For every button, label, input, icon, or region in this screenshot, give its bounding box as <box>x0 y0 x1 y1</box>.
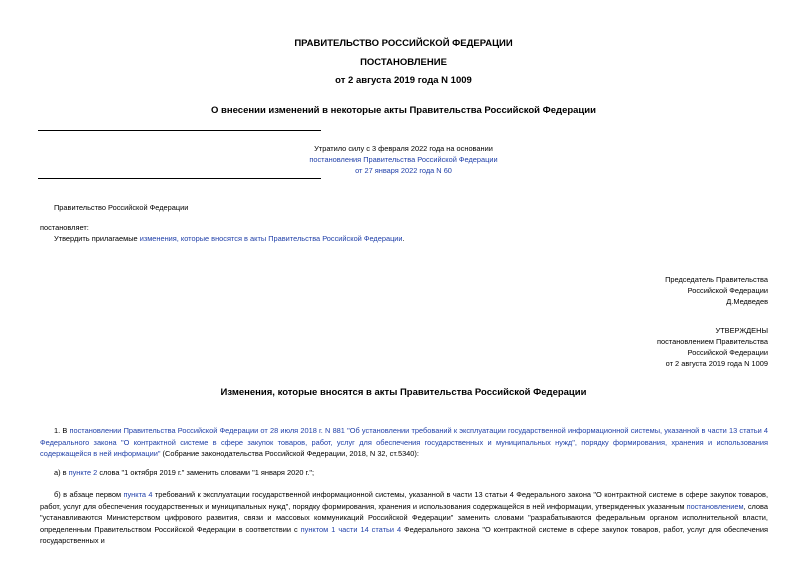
item-b-post: Федерального закона "О контрактной системе в сфере закупок товаров, работ, услуг для обеспечения государственных и <box>40 524 768 545</box>
item-b-clause-link[interactable]: пункта 4 <box>123 490 153 499</box>
document-title: О внесении изменений в некоторые акты Правительства Российской Федерации <box>211 105 596 116</box>
item-b-pre: б) в абзаце первом <box>54 490 124 499</box>
status-note <box>300 143 507 176</box>
signature-name: Д.Медведев <box>726 297 768 306</box>
repeal-act-link[interactable]: постановления Правительства Российской Федерации <box>309 155 498 164</box>
approval-block <box>500 325 768 369</box>
section-title: Изменения, которые вносятся в акты Правительства Российской Федерации <box>220 387 587 398</box>
approve-text-post: . <box>402 234 405 243</box>
item-a-post: слова "1 октября 2019 г." заменить словами "1 января 2020 г."; <box>97 468 315 477</box>
item-1 <box>40 425 768 460</box>
top-divider <box>38 130 321 131</box>
government-heading: ПРАВИТЕЛЬСТВО РОССИЙСКОЙ ФЕДЕРАЦИИ <box>294 38 513 49</box>
decree-text: постановляет: <box>40 223 89 232</box>
item-a-pre: а) в <box>54 468 69 477</box>
document-date-number: от 2 августа 2019 года N 1009 <box>335 75 472 86</box>
approve-text <box>54 233 405 244</box>
item-a <box>40 467 768 479</box>
approval-heading: УТВЕРЖДЕНЫ <box>715 326 768 335</box>
approval-act: постановлением Правительства <box>657 337 768 346</box>
changes-link[interactable]: изменения, которые вносятся в акты Правительства Российской Федерации <box>139 234 403 243</box>
signature-country: Российской Федерации <box>687 286 768 295</box>
item-b <box>40 489 768 547</box>
item-1-pre: 1. В <box>54 426 70 435</box>
bottom-divider <box>38 178 321 179</box>
signature-position: Председатель Правительства <box>665 275 768 284</box>
approval-date: от 2 августа 2019 года N 1009 <box>665 359 768 368</box>
repeal-act-date-link[interactable]: от 27 января 2022 года N 60 <box>355 166 452 175</box>
item-b-law-link[interactable]: пунктом 1 части 14 статьи 4 <box>300 524 402 534</box>
item-1-post: (Собрание законодательства Российской Федерации, 2018, N 32, ст.5340): <box>160 449 419 458</box>
item-b-mid-1: требований к эксплуатации государственной информационной системы, указанной в части 13 статьи 4 Федерального закона "О контрактной системе в сфере закупок товаров, работ, услуг для обеспечения государственных и муниципальных нужд", порядку формирования, хранения и использования содержащейся в ней информации, утвержденных указанным <box>40 490 768 511</box>
item-a-clause-link[interactable]: пункте 2 <box>68 468 98 477</box>
item-b-mid-2: , слова "устанавливаются Министерством цифрового развития, связи и массовых коммуникаций Российской Федерации" заменить словами "разрабатываются федеральным органом исполнительной власти, определенным Правительством Российской Федерации в соответствии с <box>40 501 768 534</box>
signature-block <box>500 274 768 307</box>
item-b-resolution-link[interactable]: постановлением <box>686 501 744 511</box>
approve-text-pre: Утвердить прилагаемые <box>54 234 140 243</box>
intro-text: Правительство Российской Федерации <box>54 203 189 212</box>
approval-country: Российской Федерации <box>687 348 768 357</box>
status-note-text: Утратило силу с 3 февраля 2022 года на основании <box>314 144 493 153</box>
document-type: ПОСТАНОВЛЕНИЕ <box>360 57 447 68</box>
item-1-act-link[interactable]: постановлении Правительства Российской Федерации от 28 июля 2018 г. N 881 "Об установлении требований к эксплуатации государственной информационной системы, указанной в части 13 статьи 4 Федерального закона "О контрактной системе в сфере закупок товаров, работ, услуг для обеспечения государственных и муниципальных нужд", порядку формирования, хранения и использования содержащейся в ней информации" <box>40 426 768 458</box>
